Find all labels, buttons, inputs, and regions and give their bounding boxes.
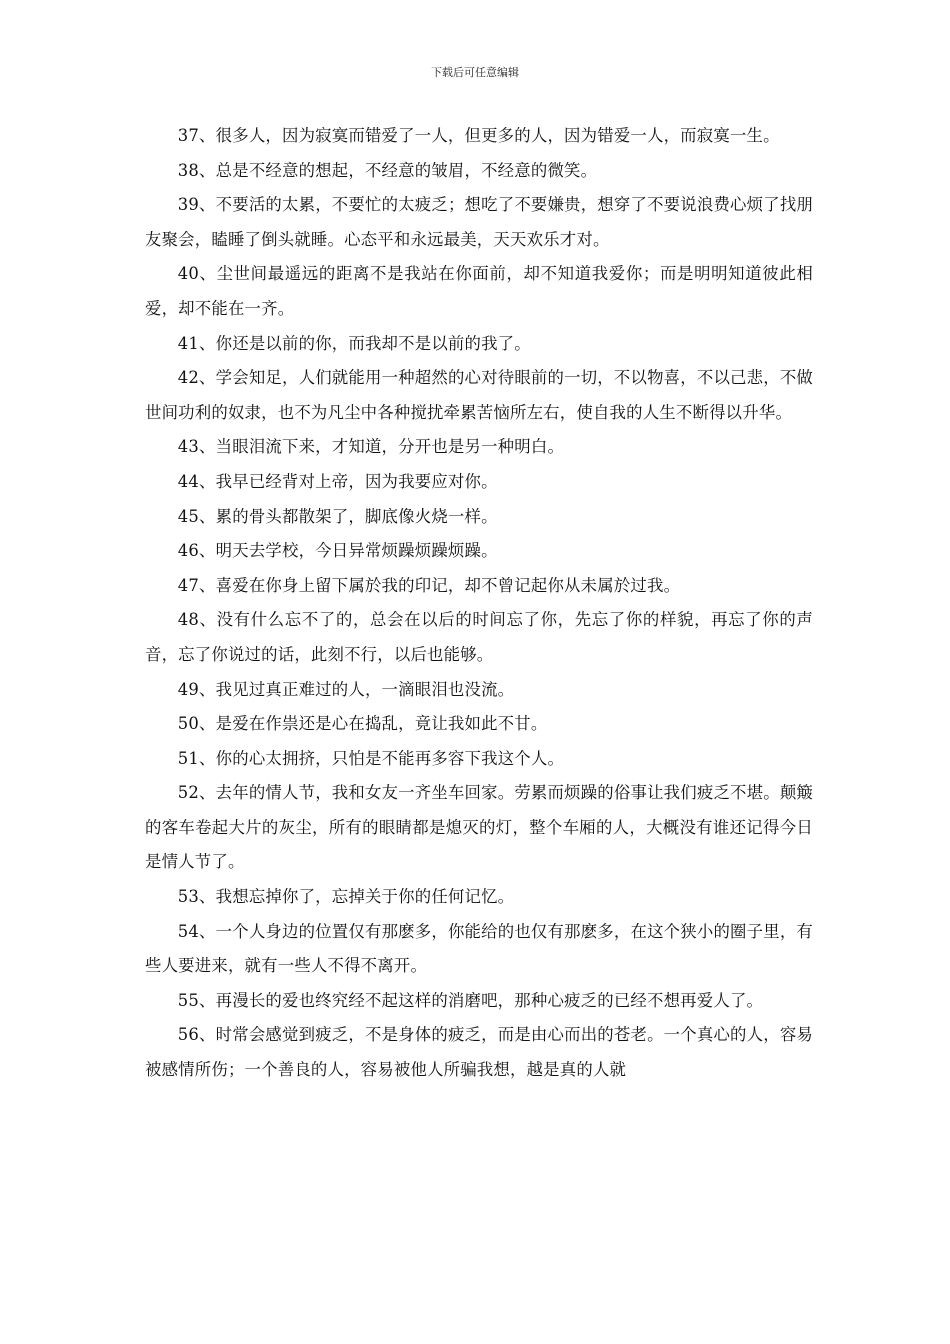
paragraph-40: 40、尘世间最遥远的距离不是我站在你面前，却不知道我爱你；而是明明知道彼此相爱，却不能在一齐。 <box>145 264 813 318</box>
paragraph-41: 41、你还是以前的你，而我却不是以前的我了。 <box>177 333 531 353</box>
paragraph-50: 50、是爱在作祟还是心在捣乱，竟让我如此不甘。 <box>177 714 548 734</box>
paragraph-55: 55、再漫长的爱也终究经不起这样的消磨吧，那种心疲乏的已经不想再爱人了。 <box>177 990 764 1010</box>
paragraph-47: 47、喜爱在你身上留下属於我的印记，却不曾记起你从未属於过我。 <box>177 575 681 595</box>
paragraph-48: 48、没有什么忘不了的，总会在以后的时间忘了你，先忘了你的样貌，再忘了你的声音，忘了你说过的话，此刻不行，以后也能够。 <box>145 610 813 664</box>
page-header: 下载后可任意编辑 <box>431 66 519 79</box>
paragraph-45: 45、累的骨头都散架了，脚底像火烧一样。 <box>177 506 498 526</box>
paragraph-54: 54、一个人身边的位置仅有那麽多，你能给的也仅有那麽多，在这个狭小的圈子里，有些人要进来，就有一些人不得不离开。 <box>145 921 813 976</box>
paragraph-46: 46、明天去学校，今日异常烦躁烦躁烦躁。 <box>177 541 498 561</box>
paragraph-37: 37、很多人，因为寂寞而错爱了一人，但更多的人，因为错爱一人，而寂寞一生。 <box>177 126 780 145</box>
paragraph-43: 43、当眼泪流下来，才知道，分开也是另一种明白。 <box>177 437 565 457</box>
paragraph-38: 38、总是不经意的想起，不经意的皱眉，不经意的微笑。 <box>177 160 598 180</box>
paragraph-53: 53、我想忘掉你了，忘掉关于你的任何记忆。 <box>177 887 515 907</box>
paragraph-52: 52、去年的情人节，我和女友一齐坐车回家。劳累而烦躁的俗事让我们疲乏不堪。颠簸的客车卷起大片的灰尘，所有的眼睛都是熄灭的灯，整个车厢的人，大概没有谁还记得今日是情人节了。 <box>145 783 813 872</box>
paragraph-56: 56、时常会感觉到疲乏，不是身体的疲乏，而是由心而出的苍老。一个真心的人，容易被感情所伤；一个善良的人，容易被他人所骗我想，越是真的人就 <box>145 1025 813 1080</box>
body-text <box>145 119 813 1088</box>
paragraph-42: 42、学会知足，人们就能用一种超然的心对待眼前的一切，不以物喜，不以己悲，不做世间功利的奴隶，也不为凡尘中各种搅扰牵累苦恼所左右，使自我的人生不断得以升华。 <box>145 368 813 422</box>
paragraph-44: 44、我早已经背对上帝，因为我要应对你。 <box>177 471 498 491</box>
paragraph-49: 49、我见过真正难过的人，一滴眼泪也没流。 <box>177 679 515 699</box>
paragraph-51: 51、你的心太拥挤，只怕是不能再多容下我这个人。 <box>177 748 565 768</box>
paragraph-39: 39、不要活的太累，不要忙的太疲乏；想吃了不要嫌贵，想穿了不要说浪费心烦了找朋友聚会，瞌睡了倒头就睡。心态平和永远最美，天天欢乐才对。 <box>145 195 813 249</box>
